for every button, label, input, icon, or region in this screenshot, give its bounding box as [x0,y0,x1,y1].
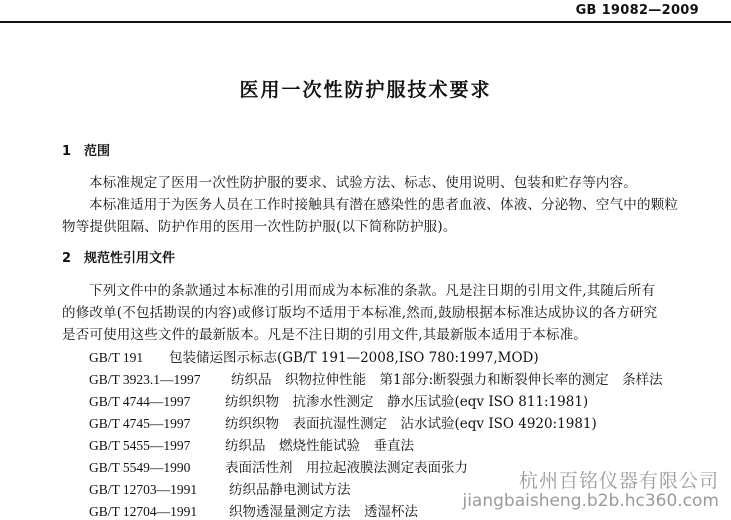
watermark-company: 杭州百铭仪器有限公司 [518,470,719,492]
header-rule [0,21,731,23]
reference-item [89,368,663,388]
references-intro-line-3: 是否可使用这些文件的最新版本。凡是不注日期的引用文件,其最新版本适用于本标准。 [62,327,588,343]
reference-code: GB/T 12704—1991 [89,504,198,519]
reference-item [89,500,418,520]
section-1-heading [62,140,110,159]
section-2-heading [62,247,175,266]
reference-item [89,478,351,498]
reference-code: GB/T 4744—1997 [89,394,191,409]
reference-code: GB/T 12703—1991 [89,482,198,497]
reference-item [89,456,468,476]
scope-paragraph-2-line-1: 本标准适用于为医务人员在工作时接触具有潜在感染性的患者血液、体液、分泌物、空气中的颗粒 [89,197,679,213]
reference-code: GB/T 5455—1997 [89,438,191,453]
reference-item [89,434,414,454]
reference-title: 纺织织物 抗渗水性测定 静水压试验(eqv ISO 811:1981) [225,394,589,410]
references-intro-line-1: 下列文件中的条款通过本标准的引用而成为本标准的条款。凡是注日期的引用文件,其随后所有 [89,283,656,299]
scope-paragraph-2-line-2: 物等提供阻隔、防护作用的医用一次性防护服(以下简称防护服)。 [62,219,457,235]
document-title: 医用一次性防护服技术要求 [239,79,492,101]
reference-code: GB/T 191 [89,350,144,365]
references-intro-line-2: 的修改单(不包括勘误的内容)或修订版均不适用于本标准,然而,鼓励根据本标准达成协议的各方研究 [62,305,658,321]
standard-number: GB 19082—2009 [575,3,699,18]
reference-title: 纺织织物 表面抗湿性测定 沾水试验(eqv ISO 4920:1981) [225,416,597,432]
scope-paragraph-1: 本标准规定了医用一次性防护服的要求、试验方法、标志、使用说明、包装和贮存等内容。 [89,175,637,191]
watermark-url: jiangbaisheng.b2b.hc360.com [462,491,719,511]
reference-item [89,412,597,432]
section-2-number: 2 [62,251,72,266]
reference-title: 表面活性剂 用拉起液膜法测定表面张力 [225,460,468,476]
section-1-number: 1 [62,144,72,159]
reference-title: 纺织品 织物拉伸性能 第1部分:断裂强力和断裂伸长率的测定 条样法 [231,372,663,388]
section-1-title: 范围 [84,144,111,159]
reference-title: 包装储运图示标志(GB/T 191—2008,ISO 780:1997,MOD) [169,350,539,366]
reference-title: 织物透湿量测定方法 透湿杯法 [229,504,418,520]
reference-code: GB/T 3923.1—1997 [89,372,201,387]
reference-title: 纺织品 燃烧性能试验 垂直法 [225,438,414,454]
reference-title: 纺织品静电测试方法 [229,482,351,498]
section-2-title: 规范性引用文件 [84,251,176,266]
reference-item [89,346,539,366]
reference-item [89,390,588,410]
reference-code: GB/T 4745—1997 [89,416,191,431]
reference-code: GB/T 5549—1990 [89,460,191,475]
